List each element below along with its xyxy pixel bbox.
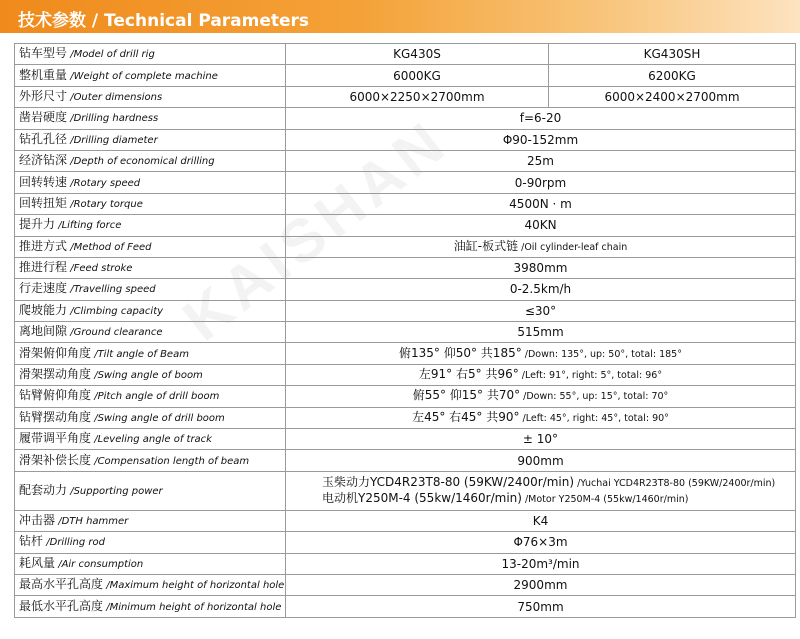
param-value: 4500N · m <box>286 193 796 214</box>
param-label-cn: 滑架俯仰角度 <box>19 345 92 360</box>
param-label-cn: 推进方式 <box>19 238 68 253</box>
param-label-cn: 回转扭矩 <box>19 195 68 210</box>
table-row <box>15 193 796 214</box>
table-row <box>15 429 796 450</box>
table-row <box>15 150 796 171</box>
param-value <box>286 343 796 364</box>
param-value-cn: 左45° 右45° 共90° <box>412 409 520 424</box>
param-value <box>286 471 796 510</box>
param-value: ± 10° <box>286 429 796 450</box>
param-label <box>15 300 286 321</box>
table-row <box>15 257 796 278</box>
param-label-en: /Pitch angle of drill boom <box>91 391 220 403</box>
param-label <box>15 236 286 257</box>
param-value: 13-20m³/min <box>286 553 796 574</box>
power-line2-cn: 电动机Y250M-4 (55kw/1460r/min) <box>322 490 522 505</box>
param-label-cn: 滑架补偿长度 <box>19 452 92 467</box>
param-label <box>15 215 286 236</box>
table-row <box>15 322 796 343</box>
table-row <box>15 129 796 150</box>
param-label-cn: 钻杆 <box>19 534 44 549</box>
param-label-cn: 凿岩硬度 <box>19 110 68 125</box>
param-label <box>15 386 286 407</box>
param-label <box>15 471 286 510</box>
table-row <box>15 407 796 428</box>
param-label <box>15 193 286 214</box>
table-row <box>15 553 796 574</box>
param-label <box>15 574 286 595</box>
param-label <box>15 364 286 385</box>
param-label <box>15 343 286 364</box>
param-label-cn: 最高水平孔高度 <box>19 577 104 592</box>
param-label-en: /Rotary speed <box>67 177 141 189</box>
param-label-cn: 钻车型号 <box>19 46 68 61</box>
param-label-cn: 行走速度 <box>19 281 68 296</box>
param-label <box>15 44 286 65</box>
param-label <box>15 86 286 107</box>
table-row <box>15 386 796 407</box>
table-row <box>15 510 796 531</box>
param-value: 2900mm <box>286 574 796 595</box>
table-row <box>15 279 796 300</box>
table-row <box>15 44 796 65</box>
table-row <box>15 364 796 385</box>
param-value: Φ76×3m <box>286 532 796 553</box>
param-value-cn: 俯55° 仰15° 共70° <box>412 388 521 403</box>
param-value-en: /Left: 45°, right: 45°, total: 90° <box>519 412 669 424</box>
param-label <box>15 532 286 553</box>
param-label-en: /Swing angle of drill boom <box>91 412 225 424</box>
power-line1-cn: 玉柴动力YCD4R23T8-80 (59KW/2400r/min) <box>322 474 575 489</box>
param-label <box>15 407 286 428</box>
param-value: 515mm <box>286 322 796 343</box>
param-label-cn: 冲击器 <box>19 513 56 527</box>
table-row <box>15 300 796 321</box>
param-value: 25m <box>286 150 796 171</box>
param-value: Φ90-152mm <box>286 129 796 150</box>
param-value-kg430sh: 6000×2400×2700mm <box>549 86 796 107</box>
table-row <box>15 450 796 471</box>
param-label-en: /Weight of complete machine <box>67 70 218 82</box>
param-label-en: /Compensation length of beam <box>91 455 250 467</box>
param-label <box>15 596 286 617</box>
param-value: 0-90rpm <box>286 172 796 193</box>
power-line2-en: /Motor Y250M-4 (55kw/1460r/min) <box>521 493 689 505</box>
param-label-en: /DTH hammer <box>55 516 129 527</box>
param-value <box>286 364 796 385</box>
param-value: ≤30° <box>286 300 796 321</box>
param-label-en: /Swing angle of boom <box>91 370 203 382</box>
table-row <box>15 172 796 193</box>
param-label-en: /Method of Feed <box>67 241 152 253</box>
param-label <box>15 150 286 171</box>
param-label-cn: 推进行程 <box>19 260 68 275</box>
param-value-kg430sh: 6200KG <box>549 65 796 86</box>
param-value: f=6-20 <box>286 108 796 129</box>
param-label-en: /Tilt angle of Beam <box>91 348 189 360</box>
param-label-cn: 爬坡能力 <box>19 302 68 317</box>
param-value: 0-2.5km/h <box>286 279 796 300</box>
param-value-en: /Down: 55°, up: 15°, total: 70° <box>520 391 669 403</box>
param-value <box>286 386 796 407</box>
param-label-en: /Model of drill rig <box>67 49 155 61</box>
param-value-en: /Oil cylinder-leaf chain <box>518 241 628 253</box>
spec-table <box>14 43 796 618</box>
param-label <box>15 172 286 193</box>
param-label-cn: 最低水平孔高度 <box>19 598 104 613</box>
table-row <box>15 65 796 86</box>
param-label-en: /Feed stroke <box>67 263 133 275</box>
param-label <box>15 429 286 450</box>
param-label <box>15 279 286 300</box>
param-label-cn: 提升力 <box>19 217 56 232</box>
param-label-en: /Leveling angle of track <box>91 434 212 446</box>
param-value: 40KN <box>286 215 796 236</box>
param-label <box>15 450 286 471</box>
watermark: KAISHAN <box>170 106 461 354</box>
param-value-en: /Left: 91°, right: 5°, total: 96° <box>518 370 663 382</box>
table-row <box>15 343 796 364</box>
section-title: 技术参数 / Technical Parameters <box>18 11 310 31</box>
param-label <box>15 65 286 86</box>
param-label-en: /Outer dimensions <box>67 91 163 103</box>
table-row <box>15 596 796 617</box>
param-label-en: /Depth of economical drilling <box>67 156 215 168</box>
param-label-en: /Lifting force <box>55 220 122 232</box>
param-label <box>15 510 286 531</box>
param-label-cn: 履带调平角度 <box>19 431 92 446</box>
param-value: K4 <box>286 510 796 531</box>
param-label <box>15 108 286 129</box>
param-label-en: /Air consumption <box>55 558 144 570</box>
power-line1-en: /Yuchai YCD4R23T8-80 (59KW/2400r/min) <box>574 477 776 489</box>
param-label-cn: 耗风量 <box>19 555 56 570</box>
param-label-en: /Maximum height of horizontal hole <box>103 580 285 592</box>
param-label <box>15 553 286 574</box>
param-label-cn: 钻孔孔径 <box>19 131 68 146</box>
param-label <box>15 257 286 278</box>
param-label-cn: 滑架摆动角度 <box>19 367 92 382</box>
param-label-cn: 钻臂摆动角度 <box>19 409 92 424</box>
param-label-cn: 外形尺寸 <box>19 88 68 103</box>
param-value-cn: 油缸-板式链 <box>453 238 519 253</box>
param-value-cn: 左91° 右5° 共96° <box>418 367 519 382</box>
param-label-en: /Ground clearance <box>67 327 163 339</box>
param-label <box>15 129 286 150</box>
param-label <box>15 322 286 343</box>
param-value-kg430s: 6000×2250×2700mm <box>286 86 549 107</box>
param-label-en: /Supporting power <box>67 485 163 497</box>
table-row <box>15 236 796 257</box>
param-label-cn: 配套动力 <box>19 482 68 497</box>
param-value-kg430s: 6000KG <box>286 65 549 86</box>
param-label-cn: 整机重量 <box>19 67 68 82</box>
param-value <box>286 407 796 428</box>
param-label-cn: 经济钻深 <box>19 153 68 168</box>
param-value: 3980mm <box>286 257 796 278</box>
param-value <box>286 236 796 257</box>
table-row <box>15 574 796 595</box>
section-header <box>0 0 800 33</box>
param-value-cn: 俯135° 仰50° 共185° <box>399 345 522 360</box>
param-label-en: /Travelling speed <box>67 284 156 296</box>
table-row <box>15 532 796 553</box>
spec-table-body <box>15 44 796 618</box>
param-label-cn: 回转转速 <box>19 174 68 189</box>
table-row <box>15 108 796 129</box>
table-row <box>15 471 796 510</box>
param-value-kg430sh: KG430SH <box>549 44 796 65</box>
param-label-cn: 离地间隙 <box>19 324 68 339</box>
param-label-cn: 钻臂俯仰角度 <box>19 388 92 403</box>
param-label-en: /Drilling hardness <box>67 113 159 125</box>
param-value: 900mm <box>286 450 796 471</box>
param-value-en: /Down: 135°, up: 50°, total: 185° <box>521 348 682 360</box>
param-label-en: /Rotary torque <box>67 198 143 210</box>
param-label-en: /Drilling rod <box>43 537 105 549</box>
param-label-en: /Drilling diameter <box>67 134 158 146</box>
table-row <box>15 86 796 107</box>
param-label-en: /Minimum height of horizontal hole <box>103 601 282 613</box>
param-value-kg430s: KG430S <box>286 44 549 65</box>
param-label-en: /Climbing capacity <box>67 305 164 317</box>
table-row <box>15 215 796 236</box>
param-value: 750mm <box>286 596 796 617</box>
